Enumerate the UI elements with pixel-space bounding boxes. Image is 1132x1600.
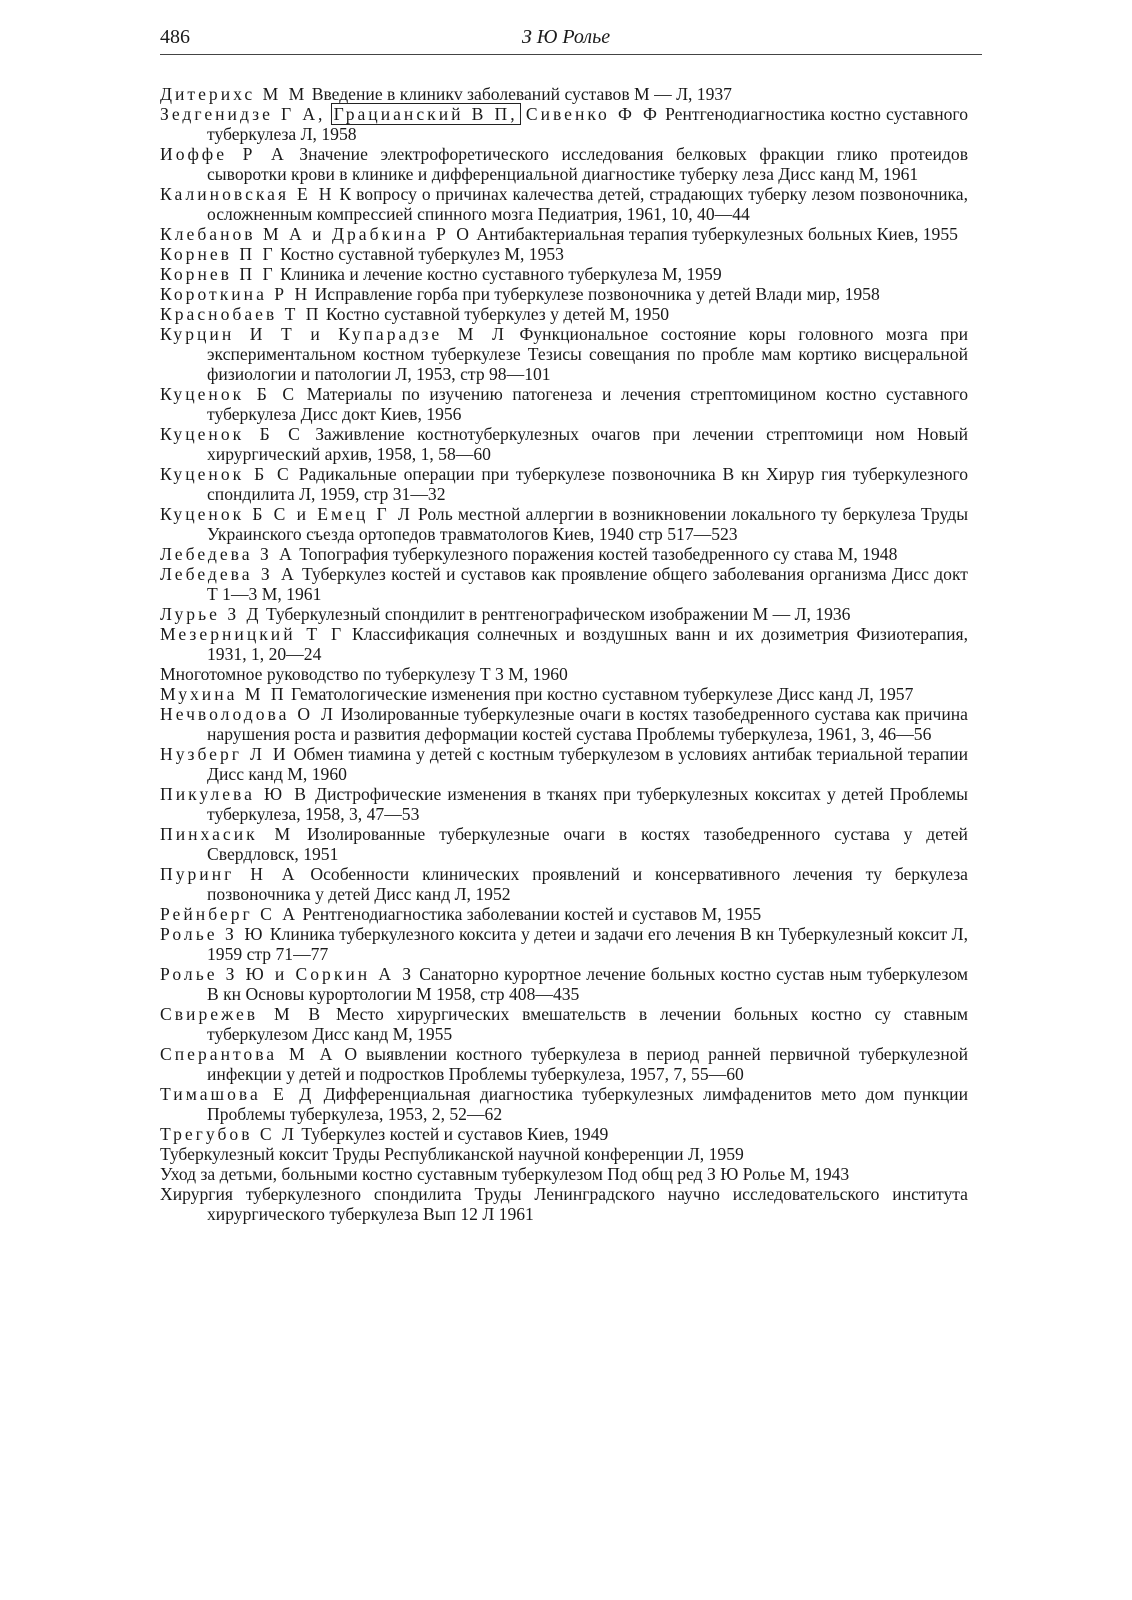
reference-entry [160, 84, 968, 104]
reference-text: Введение в клиникv заболеваний суставов М — Л, 1937 [311, 84, 732, 104]
reference-author: Нечволодова О Л [160, 704, 336, 724]
reference-entry [160, 904, 968, 924]
reference-entry [160, 284, 968, 304]
reference-text: Туберкулезный спондилит в рентгенографическом изображении М — Л, 1936 [265, 604, 851, 624]
reference-text: Топография туберкулезного поражения костей тазобедренного су става М, 1948 [299, 544, 898, 564]
reference-text: Классификация солнечных и воздушных ванн и их дозиметрия Физиотерапия, 1931, 1, 20—24 [207, 624, 968, 664]
reference-author: Лурье З Д [160, 604, 262, 624]
reference-text: Значение электрофоретического исследования белковых фракции глико протеидов сыворотки крови в клинике и дифференциальной диагностике туберку леза Дисс канд М, 1961 [207, 144, 969, 184]
reference-text: Гематологические изменения при костно суставном туберкулезе Дисс канд Л, 1957 [291, 684, 914, 704]
reference-entry [160, 1044, 968, 1084]
reference-list [160, 84, 968, 1224]
reference-text: Радикальные операции при туберкулезе позвоночника В кн Хирур гия туберкулезного спондилита Л, 1959, стр 31—32 [207, 464, 968, 504]
reference-entry [160, 244, 968, 264]
reference-text: Санаторно курортное лечение больных костно сустав ным туберкулезом В кн Основы курортологии М 1958, стр 408—435 [207, 964, 968, 1004]
reference-entry [160, 304, 968, 324]
reference-entry [160, 564, 968, 604]
reference-entry [160, 384, 968, 424]
reference-entry [160, 1144, 968, 1164]
reference-entry [160, 224, 968, 244]
reference-text: Рентгенодиагностика заболевании костей и суставов М, 1955 [302, 904, 762, 924]
reference-author: Свирежев М В [160, 1004, 324, 1024]
reference-text: Особенности клинических проявлений и консервативного лечения ту беркулеза позвоночника у детей Дисс канд Л, 1952 [207, 864, 968, 904]
reference-author: Сперантова М А [160, 1044, 336, 1064]
reference-entry [160, 824, 968, 864]
reference-author: Корнев П Г [160, 244, 276, 264]
reference-text: О выявлении костного туберкулеза в период ранней первичной туберкулезной инфекции у детей и подростков Проблемы туберкулеза, 1957, 7, 55—60 [207, 1044, 968, 1084]
reference-entry [160, 604, 968, 624]
reference-text: Дифференциальная диагностика туберкулезных лимфаденитов мето дом пункции Проблемы туберкулеза, 1953, 2, 52—62 [207, 1084, 968, 1124]
reference-entry [160, 664, 968, 684]
reference-author: Лебедева З А [160, 564, 297, 584]
running-head: З Ю Ролье [521, 26, 611, 48]
reference-text: Клиника туберкулезного коксита у детеи и задачи его лечения В кн Туберкулезный коксит Л, 1959 стр 71—77 [207, 924, 968, 964]
reference-author: Трегубов С Л [160, 1124, 297, 1144]
reference-text: Заживление костнотуберкулезных очагов при лечении стрептомици ном Новый хирургический архив, 1958, 1, 58—60 [207, 424, 968, 464]
page-number: 486 [160, 26, 190, 48]
reference-author: Нузберг Л И [160, 744, 289, 764]
reference-entry [160, 504, 968, 544]
reference-entry [160, 1084, 968, 1124]
reference-text: Материалы по изучению патогенеза и лечения стрептомицином костно суставного туберкулеза Дисс докт Киев, 1956 [207, 384, 969, 424]
reference-author: Сивенко Ф Ф [525, 104, 660, 124]
reference-author: Куценок Б С [160, 384, 298, 404]
reference-entry [160, 924, 968, 964]
reference-author: Калиновская Е Н [160, 184, 335, 204]
reference-author: Ролье З Ю и Соркин А З [160, 964, 415, 984]
reference-entry [160, 1124, 968, 1144]
reference-text: Туберкулез костей и суставов как проявление общего заболевания организма Дисс докт Т 1—3 М, 1961 [207, 564, 968, 604]
reference-text: Изолированные туберкулезные очаги в костях тазобедренного сустава как причина нарушения роста и развития деформации костей сустава Проблемы туберкулеза, 1961, 3, 46—56 [207, 704, 968, 744]
reference-author: Пинхасик М [160, 824, 294, 844]
reference-text: Исправление горба при туберкулезе позвоночника у детей Влади мир, 1958 [314, 284, 880, 304]
reference-text: Клиника и лечение костно суставного туберкулеза М, 1959 [280, 264, 722, 284]
reference-text: Костно суставной туберкулез М, 1953 [280, 244, 564, 264]
reference-author-boxed: Грацианский В П, [331, 103, 521, 125]
reference-entry [160, 264, 968, 284]
reference-author: Лебедева З А [160, 544, 295, 564]
reference-text: Функциональное состояние коры головного мозга при экспериментальном костном туберкулезе Тезисы совещания по пробле мам кортико висцеральной физиологии и патологии Л, 1953, стр 98—101 [207, 324, 968, 384]
reference-text: Костно суставной туберкулез у детей М, 1950 [325, 304, 670, 324]
reference-author: Курцин И Т и Купарадзе М Л [160, 324, 507, 344]
reference-entry [160, 544, 968, 564]
reference-author: Пуринг Н А [160, 864, 298, 884]
reference-text: Роль местной аллергии в возникновении локального ту беркулеза Труды Украинского съезда ортопедов травматологов Киев, 1940 стр 517—523 [207, 504, 969, 544]
reference-author: Рейнберг С А [160, 904, 298, 924]
reference-entry [160, 424, 968, 464]
reference-text: Многотомное руководство по туберкулезу Т 3 М, 1960 [160, 664, 568, 684]
reference-entry [160, 624, 968, 664]
reference-entry [160, 464, 968, 504]
reference-author: Зедгенидзе Г А, [160, 104, 326, 124]
reference-text: Дистрофические изменения в тканях при туберкулезных кокситах у детей Проблемы туберкулеза, 1958, 3, 47—53 [207, 784, 969, 824]
reference-author: Короткина Р Н [160, 284, 311, 304]
reference-author: Мезерницкий Т Г [160, 624, 345, 644]
reference-text: Изолированные туберкулезные очаги в костях тазобедренного сустава у детей Свердловск, 1951 [207, 824, 968, 864]
reference-author: Дитерихс М М [160, 84, 308, 104]
reference-entry [160, 964, 968, 1004]
reference-text: Место хирургических вмешательств в лечении больных костно су ставным туберкулезом Дисс канд М, 1955 [207, 1004, 968, 1044]
reference-author: Ролье З Ю [160, 924, 266, 944]
reference-entry [160, 1004, 968, 1044]
reference-author: Краснобаев Т П [160, 304, 322, 324]
reference-text: Обмен тиамина у детей с костным туберкулезом в условиях антибак териальной терапии Дисс канд М, 1960 [207, 744, 968, 784]
reference-entry [160, 1184, 968, 1224]
reference-entry [160, 704, 968, 744]
reference-entry [160, 104, 968, 144]
reference-text: Туберкулез костей и суставов Киев, 1949 [301, 1124, 609, 1144]
reference-text: Туберкулезный коксит Труды Республиканской научной конференции Л, 1959 [160, 1144, 744, 1164]
reference-author: Тимашова Е Д [160, 1084, 315, 1104]
reference-author: Пикулева Ю В [160, 784, 309, 804]
reference-author: Куценок Б С и Емец Г Л [160, 504, 413, 524]
reference-entry [160, 744, 968, 784]
reference-entry [160, 1164, 968, 1184]
reference-text: Антибактериальная терапия туберкулезных больных Киев, 1955 [476, 224, 958, 244]
reference-entry [160, 324, 968, 384]
reference-author: Корнев П Г [160, 264, 276, 284]
reference-text: Уход за детьми, больными костно суставным туберкулезом Под общ ред З Ю Ролье М, 1943 [160, 1164, 850, 1184]
reference-entry [160, 864, 968, 904]
reference-entry [160, 784, 968, 824]
reference-entry [160, 184, 968, 224]
reference-text: К вопросу о причинах калечества детей, страдающих туберку лезом позвоночника, осложненным компрессией спинного мозга Педиатрия, 1961, 10, 40—44 [207, 184, 968, 224]
reference-entry [160, 144, 968, 184]
reference-text: Хирургия туберкулезного спондилита Труды Ленинградского научно исследовательского института хирургического туберкулеза Вып 12 Л 1961 [160, 1184, 968, 1224]
reference-entry [160, 684, 968, 704]
reference-author: Куценок Б С [160, 424, 303, 444]
reference-author: Клебанов М А и Драбкина Р О [160, 224, 472, 244]
reference-text: Рентгенодиагностика костно суставного туберкулеза Л, 1958 [207, 104, 968, 144]
reference-author: Мухина М П [160, 684, 287, 704]
reference-author: Иоффе Р А [160, 144, 287, 164]
reference-author: Куценок Б С [160, 464, 292, 484]
header-rule [160, 54, 982, 55]
